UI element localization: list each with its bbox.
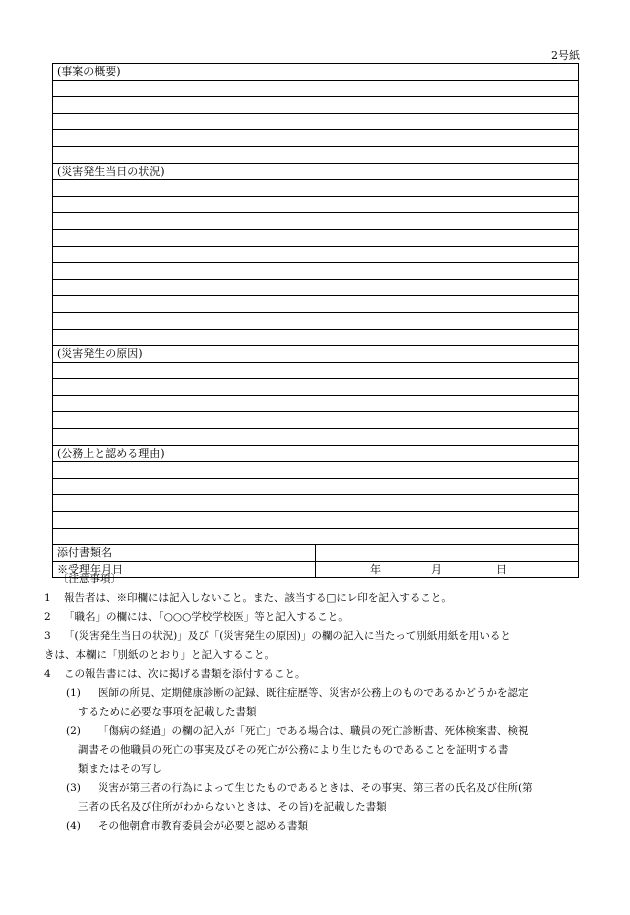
- blank-writing-row: [53, 296, 579, 313]
- blank-writing-row: [53, 312, 579, 329]
- sub-note-number: (2): [66, 725, 81, 737]
- writing-field[interactable]: [53, 528, 579, 545]
- writing-field[interactable]: [53, 146, 579, 163]
- writing-field[interactable]: [53, 263, 579, 280]
- sub-note-number: (3): [66, 782, 81, 794]
- section-header-row: [53, 346, 579, 363]
- writing-field[interactable]: [53, 97, 579, 114]
- attachments-field[interactable]: [316, 545, 579, 562]
- attachments-label: 添付書類名: [53, 545, 316, 562]
- blank-writing-row: [53, 329, 579, 346]
- note-item: [44, 627, 582, 665]
- note-number: 4: [44, 668, 51, 680]
- note-number: 1: [44, 592, 51, 604]
- sub-note-line: 三者の氏名及び住所がわからないときは、その旨)を記載した書類: [78, 801, 387, 813]
- blank-writing-row: [53, 146, 579, 163]
- section-header-row: [53, 163, 579, 180]
- blank-writing-row: [53, 478, 579, 495]
- notes-section: [44, 570, 582, 836]
- writing-field[interactable]: [53, 196, 579, 213]
- blank-writing-row: [53, 495, 579, 512]
- blank-writing-row: [53, 412, 579, 429]
- report-form-table: [52, 63, 579, 578]
- note-text: 「職名」の欄には、「○○○学校学校医」等と記入すること。: [64, 611, 349, 623]
- writing-field[interactable]: [53, 329, 579, 346]
- sub-note-line: 医師の所見、定期健康診断の記録、既往症歴等、災害が公務上のものであるかどうかを認定: [98, 687, 529, 699]
- writing-field[interactable]: [53, 80, 579, 97]
- blank-writing-row: [53, 263, 579, 280]
- section-label: (公務上と認める理由): [53, 445, 579, 462]
- writing-field[interactable]: [53, 495, 579, 512]
- blank-writing-row: [53, 213, 579, 230]
- blank-writing-row: [53, 362, 579, 379]
- sub-note-line: 類またはその写し: [78, 763, 162, 775]
- writing-field[interactable]: [53, 229, 579, 246]
- writing-field[interactable]: [53, 213, 579, 230]
- blank-writing-row: [53, 180, 579, 197]
- sub-note-line: 「傷病の経過」の欄の記入が「死亡」である場合は、職員の死亡診断書、死体検案書、検視: [98, 725, 529, 737]
- blank-writing-row: [53, 279, 579, 296]
- sub-note-item: [52, 817, 582, 836]
- section-header-row: [53, 64, 579, 81]
- writing-field[interactable]: [53, 246, 579, 263]
- writing-field[interactable]: [53, 412, 579, 429]
- receipt-day-label: 日: [496, 562, 507, 576]
- sub-note-line: 災害が第三者の行為によって生じたものであるときは、その事実、第三者の氏名及び住所(第: [98, 782, 533, 794]
- note-text: この報告書には、次に掲げる書類を添付すること。: [64, 668, 306, 680]
- sub-note-item: [52, 684, 582, 722]
- writing-field[interactable]: [53, 395, 579, 412]
- sheet-number: 2号紙: [551, 49, 580, 62]
- note-item: [44, 608, 582, 627]
- note-number: 3: [44, 630, 51, 642]
- sub-note-line: するために必要な事項を記載した書類: [78, 706, 257, 718]
- blank-writing-row: [53, 130, 579, 147]
- sub-note-number: (4): [66, 820, 81, 832]
- section-label: (災害発生当日の状況): [53, 163, 579, 180]
- note-text: 「(災害発生当日の状況)」及び「(災害発生の原因)」の欄の記入に当たって別紙用紙を用いると: [64, 630, 511, 642]
- blank-writing-row: [53, 80, 579, 97]
- section-label: (事案の概要): [53, 64, 579, 81]
- note-text: 報告者は、※印欄には記入しないこと。また、該当する□にレ印を記入すること。: [64, 592, 452, 604]
- writing-field[interactable]: [53, 113, 579, 130]
- writing-field[interactable]: [53, 279, 579, 296]
- writing-field[interactable]: [53, 429, 579, 446]
- writing-field[interactable]: [53, 462, 579, 479]
- blank-writing-row: [53, 512, 579, 529]
- sub-note-line: 調書その他職員の死亡の事実及びその死亡が公務により生じたものであることを証明する書: [78, 744, 509, 756]
- attachments-row: [53, 545, 579, 562]
- sub-note-number: (1): [66, 687, 81, 699]
- sub-note-item: [52, 779, 582, 817]
- section-header-row: [53, 445, 579, 462]
- blank-writing-row: [53, 97, 579, 114]
- note-item: [44, 665, 582, 684]
- writing-field[interactable]: [53, 379, 579, 396]
- blank-writing-row: [53, 379, 579, 396]
- blank-writing-row: [53, 528, 579, 545]
- note-number: 2: [44, 611, 51, 623]
- receipt-date-label: ※受理年月日: [53, 561, 316, 578]
- writing-field[interactable]: [53, 296, 579, 313]
- receipt-month-label: 月: [431, 562, 442, 576]
- sub-note-line: その他朝倉市教育委員会が必要と認める書類: [98, 820, 308, 832]
- writing-field[interactable]: [53, 312, 579, 329]
- writing-field[interactable]: [53, 180, 579, 197]
- writing-field[interactable]: [53, 478, 579, 495]
- receipt-year-label: 年: [370, 562, 381, 576]
- writing-field[interactable]: [53, 362, 579, 379]
- writing-field[interactable]: [53, 512, 579, 529]
- notes-title: 〔注意事項〕: [58, 573, 121, 585]
- writing-field[interactable]: [53, 130, 579, 147]
- section-label: (災害発生の原因): [53, 346, 579, 363]
- blank-writing-row: [53, 113, 579, 130]
- blank-writing-row: [53, 196, 579, 213]
- note-text-continued: きは、本欄に「別紙のとおり」と記入すること。: [44, 649, 275, 661]
- notes-list: [44, 589, 582, 836]
- blank-writing-row: [53, 229, 579, 246]
- sub-note-item: [52, 722, 582, 779]
- blank-writing-row: [53, 246, 579, 263]
- note-item: [44, 589, 582, 608]
- blank-writing-row: [53, 462, 579, 479]
- blank-writing-row: [53, 429, 579, 446]
- blank-writing-row: [53, 395, 579, 412]
